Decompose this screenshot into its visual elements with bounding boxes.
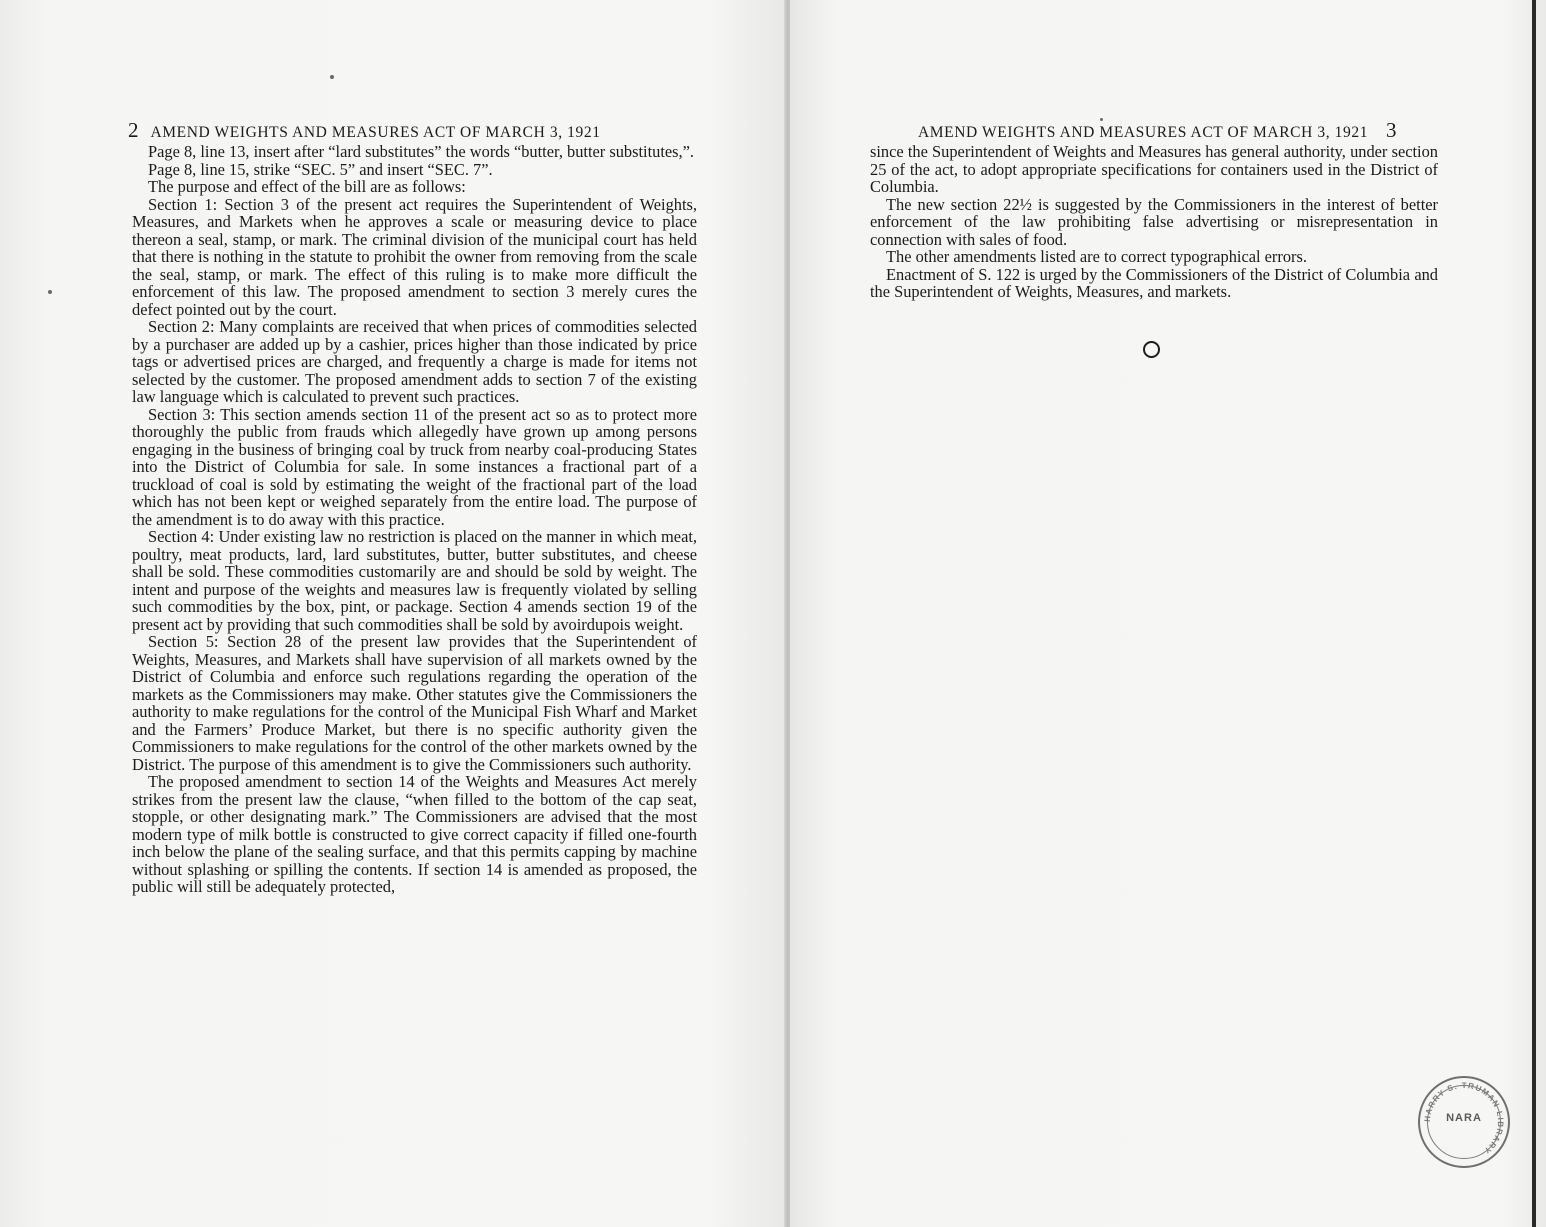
left-page-body — [132, 143, 697, 896]
right-running-head: AMEND WEIGHTS AND MEASURES ACT OF MARCH 3, 1921 — [918, 124, 1369, 141]
ink-speck — [330, 75, 334, 79]
paragraph: Section 5: Section 28 of the present law provides that the Superintendent of Weights, Measures, and Markets shall have supervision of all markets owned by the District of Columbia and enforce such regulations regarding the operation of the markets as the Commissioners may make. Other statutes give the Commissioners the authority to make regulations for the control of the Municipal Fish Wharf and Market and the Farmers’ Produce Market, but there is no specific authority given the Commissioners to make regulations for the control of the other markets owned by the District. The purpose of this amendment is to give the Commissioners such authority. — [132, 632, 697, 774]
paragraph: Section 3: This section amends section 11 of the present act so as to protect more thoroughly the public from frauds which allegedly have grown up among persons engaging in the business of bringing coal by truck from nearby coal-producing States into the District of Columbia for sale. In some instances a fractional part of a truckload of coal is sold by estimating the weight of the fractional part of the load which has not been kept or weighed separately from the entire load. The purpose of the amendment is to do away with this practice. — [132, 404, 697, 529]
paragraph: Section 4: Under existing law no restriction is placed on the manner in which meat, poultry, meat products, lard, lard substitutes, butter, butter substitutes, and cheese shall be sold. These commodities customarily are and should be sold by weight. The intent and purpose of the weights and measures law is frequently violated by selling such commodities by the box, pint, or package. Section 4 amends section 19 of the present act by providing that such commodities shall be sold by avoirdupois weight. — [132, 527, 697, 634]
paragraph: The other amendments listed are to correct typographical errors. — [886, 247, 1307, 266]
ink-speck — [48, 290, 52, 294]
paragraph: Section 1: Section 3 of the present act requires the Superintendent of Weights, Measures, and Markets when he approves a scale or measuring device to place thereon a seal, stamp, or mark. The criminal division of the municipal court has held that there is nothing in the statute to prohibit the owner from removing from the scale the seal, stamp, or mark. The effect of this ruling is to make more difficult the enforcement of this law. The proposed amendment to section 3 merely cures the defect pointed out by the court. — [132, 194, 697, 319]
archive-seal-stamp — [1418, 1076, 1510, 1168]
end-of-document-circle-icon — [1143, 341, 1160, 358]
paragraph: The new section 22½ is suggested by the Commissioners in the interest of better enforcement of the law prohibiting false advertising or misrepresentation in connection with sales of food. — [870, 194, 1438, 249]
paragraph: The proposed amendment to section 14 of the Weights and Measures Act merely strikes from the present law the clause, “when filled to the bottom of the cap seat, stopple, or other designating mark.” The Commissioners are advised that the most modern type of milk bottle is constructed to give correct capacity if filled one-fourth inch below the plane of the sealing surface, and that this permits capping by machine without splashing or spilling the contents. If section 14 is amended as proposed, the public will still be adequately protected, — [132, 772, 697, 896]
right-page — [790, 0, 1546, 1227]
right-page-header — [918, 118, 1397, 143]
paragraph: The purpose and effect of the bill are as follows: — [148, 177, 466, 196]
seal-center-text: NARA — [1446, 1112, 1482, 1124]
left-running-head: AMEND WEIGHTS AND MEASURES ACT OF MARCH 3, 1921 — [150, 124, 601, 141]
seal-ring-text: HARRY S. TRUMAN LIBRARY — [1422, 1080, 1506, 1156]
paragraph: Section 2: Many complaints are received that when prices of commodities selected by a purchaser are added up by a cashier, prices higher than those indicated by price tags or advertised prices are charged, and frequently a charge is made for items not selected by the customer. The proposed amendment adds to section 7 of the existing law language which is calculated to prevent such practices. — [132, 317, 697, 406]
page-edge-shadow — [1532, 0, 1536, 1227]
paragraph: since the Superintendent of Weights and Measures has general authority, under section 25 of the act, to adopt appropriate specifications for containers used in the District of Columbia. — [870, 142, 1438, 196]
paragraph: Page 8, line 13, insert after “lard substitutes” the words “butter, butter substitutes,”. — [148, 142, 695, 161]
right-page-body — [870, 143, 1438, 301]
left-page-header — [128, 118, 601, 143]
ink-speck — [1100, 118, 1103, 121]
paragraph: Enactment of S. 122 is urged by the Commissioners of the District of Columbia and the Superintendent of Weights, Measures, and markets. — [870, 264, 1438, 301]
left-page-number: 2 — [128, 118, 139, 142]
paragraph: Page 8, line 15, strike “SEC. 5” and insert “SEC. 7”. — [148, 159, 493, 179]
right-page-number: 3 — [1386, 118, 1397, 142]
